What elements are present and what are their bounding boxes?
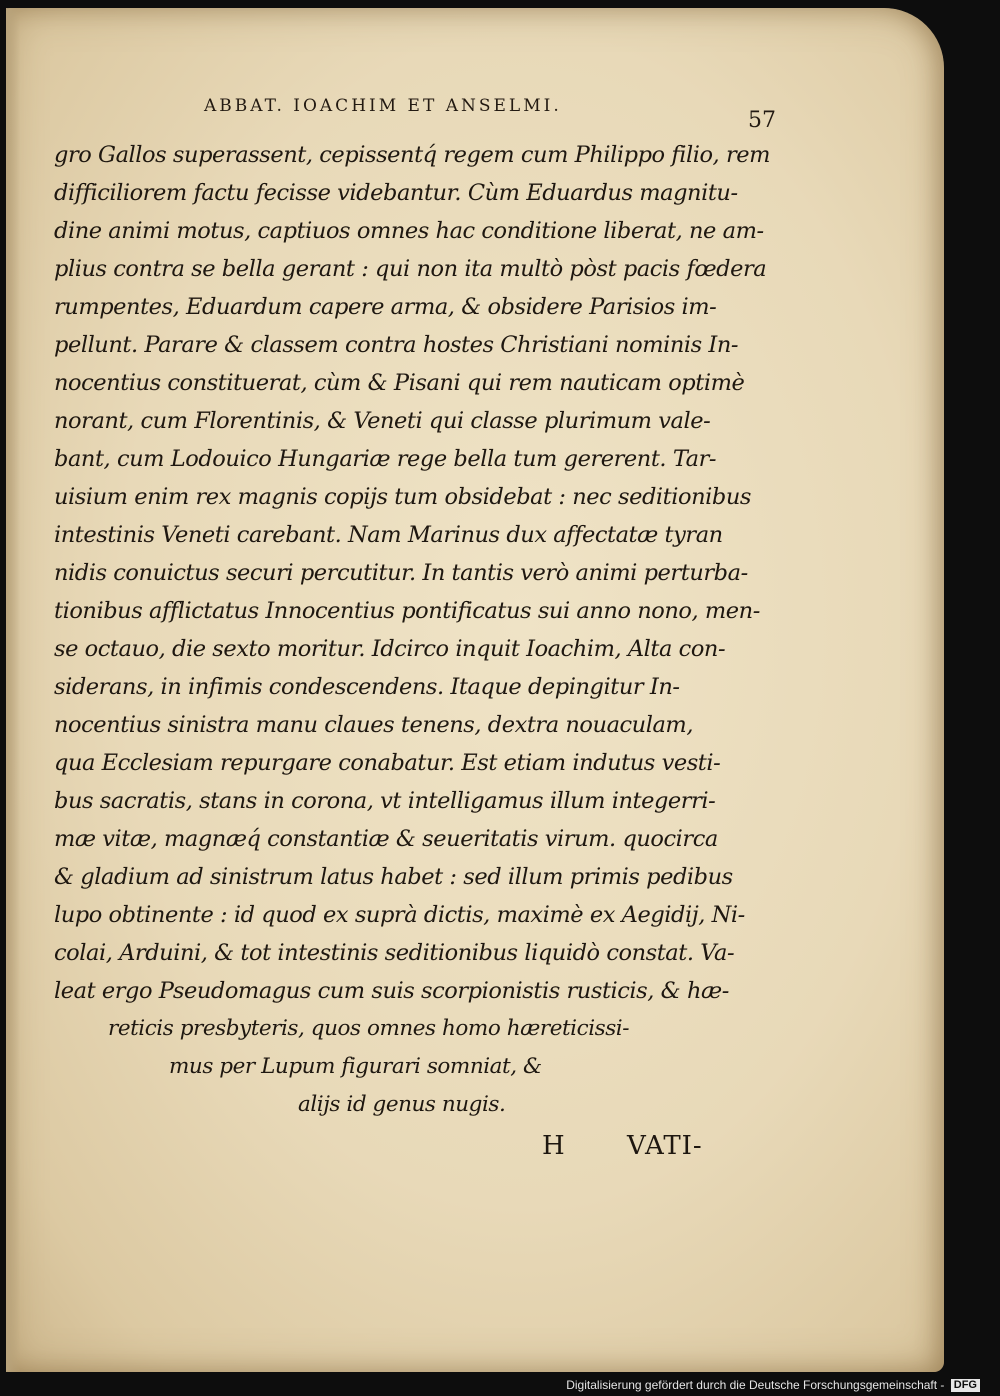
text-line: nocentius constituerat, cùm & Pisani qui rem nauticam optimè — [54, 370, 745, 396]
text-line: & gladium ad sinistrum latus habet : sed illum primis pedibus — [54, 864, 733, 890]
text-line: bus sacratis, stans in corona, vt intelligamus illum integerri- — [54, 788, 716, 814]
book-page — [6, 8, 944, 1372]
text-line: reticis presbyteris, quos omnes homo hæreticissi- — [108, 1016, 630, 1041]
text-line: colai, Arduini, & tot intestinis seditionibus liquidò constat. Va- — [54, 940, 735, 966]
text-line: mus per Lupum figurari somniat, & — [169, 1054, 542, 1079]
text-line: dine animi motus, captiuos omnes hac conditione liberat, ne am- — [54, 218, 764, 244]
text-line: nocentius sinistra manu claues tenens, dextra nouaculam, — [54, 712, 694, 738]
text-line: uisium enim rex magnis copijs tum obsidebat : nec seditionibus — [54, 484, 751, 510]
text-line: mæ vitæ, magnæq́ constantiæ & seueritatis virum. quocirca — [54, 826, 718, 852]
text-line: gro Gallos superassent, cepissentq́ regem cum Philippo filio, rem — [54, 142, 771, 168]
page-gutter-shadow — [6, 8, 20, 1372]
running-head: ABBAT. IOACHIM ET ANSELMI. — [204, 96, 562, 116]
text-line: leat ergo Pseudomagus cum suis scorpionistis rusticis, & hæ- — [54, 978, 729, 1004]
text-line: siderans, in infimis condescendens. Itaque depingitur In- — [54, 674, 680, 700]
dfg-logo: DFG — [951, 1379, 980, 1392]
text-line: intestinis Veneti carebant. Nam Marinus dux affectatæ tyran — [54, 522, 723, 548]
text-line: plius contra se bella gerant : qui non ita multò pòst pacis fœdera — [54, 256, 767, 282]
page-number: 57 — [748, 108, 776, 133]
catchword-line — [542, 1131, 703, 1161]
credit-text: Digitalisierung gefördert durch die Deutsche Forschungsgemeinschaft - — [566, 1377, 945, 1392]
signature-mark: H — [542, 1131, 566, 1161]
text-line: alijs id genus nugis. — [298, 1092, 506, 1117]
catchword: VATI- — [626, 1131, 703, 1161]
text-line: lupo obtinente : id quod ex suprà dictis, maximè ex Aegidij, Ni- — [54, 902, 745, 928]
text-line: difficiliorem factu fecisse videbantur. Cùm Eduardus magnitu- — [54, 180, 738, 206]
text-line: tionibus afflictatus Innocentius pontificatus sui anno nono, men- — [54, 598, 760, 624]
text-line: rumpentes, Eduardum capere arma, & obsidere Parisios im- — [54, 294, 717, 320]
text-line: qua Ecclesiam repurgare conabatur. Est etiam indutus vesti- — [54, 750, 721, 776]
text-line: se octauo, die sexto moritur. Idcirco inquit Ioachim, Alta con- — [54, 636, 726, 662]
text-line: pellunt. Parare & classem contra hostes Christiani nominis In- — [54, 332, 739, 358]
text-line: bant, cum Lodouico Hungariæ rege bella tum gererent. Tar- — [54, 446, 717, 472]
text-line: nidis conuictus securi percutitur. In tantis verò animi perturba- — [54, 560, 748, 586]
digitization-credit — [566, 1378, 980, 1392]
text-line: norant, cum Florentinis, & Veneti qui classe plurimum vale- — [54, 408, 711, 434]
